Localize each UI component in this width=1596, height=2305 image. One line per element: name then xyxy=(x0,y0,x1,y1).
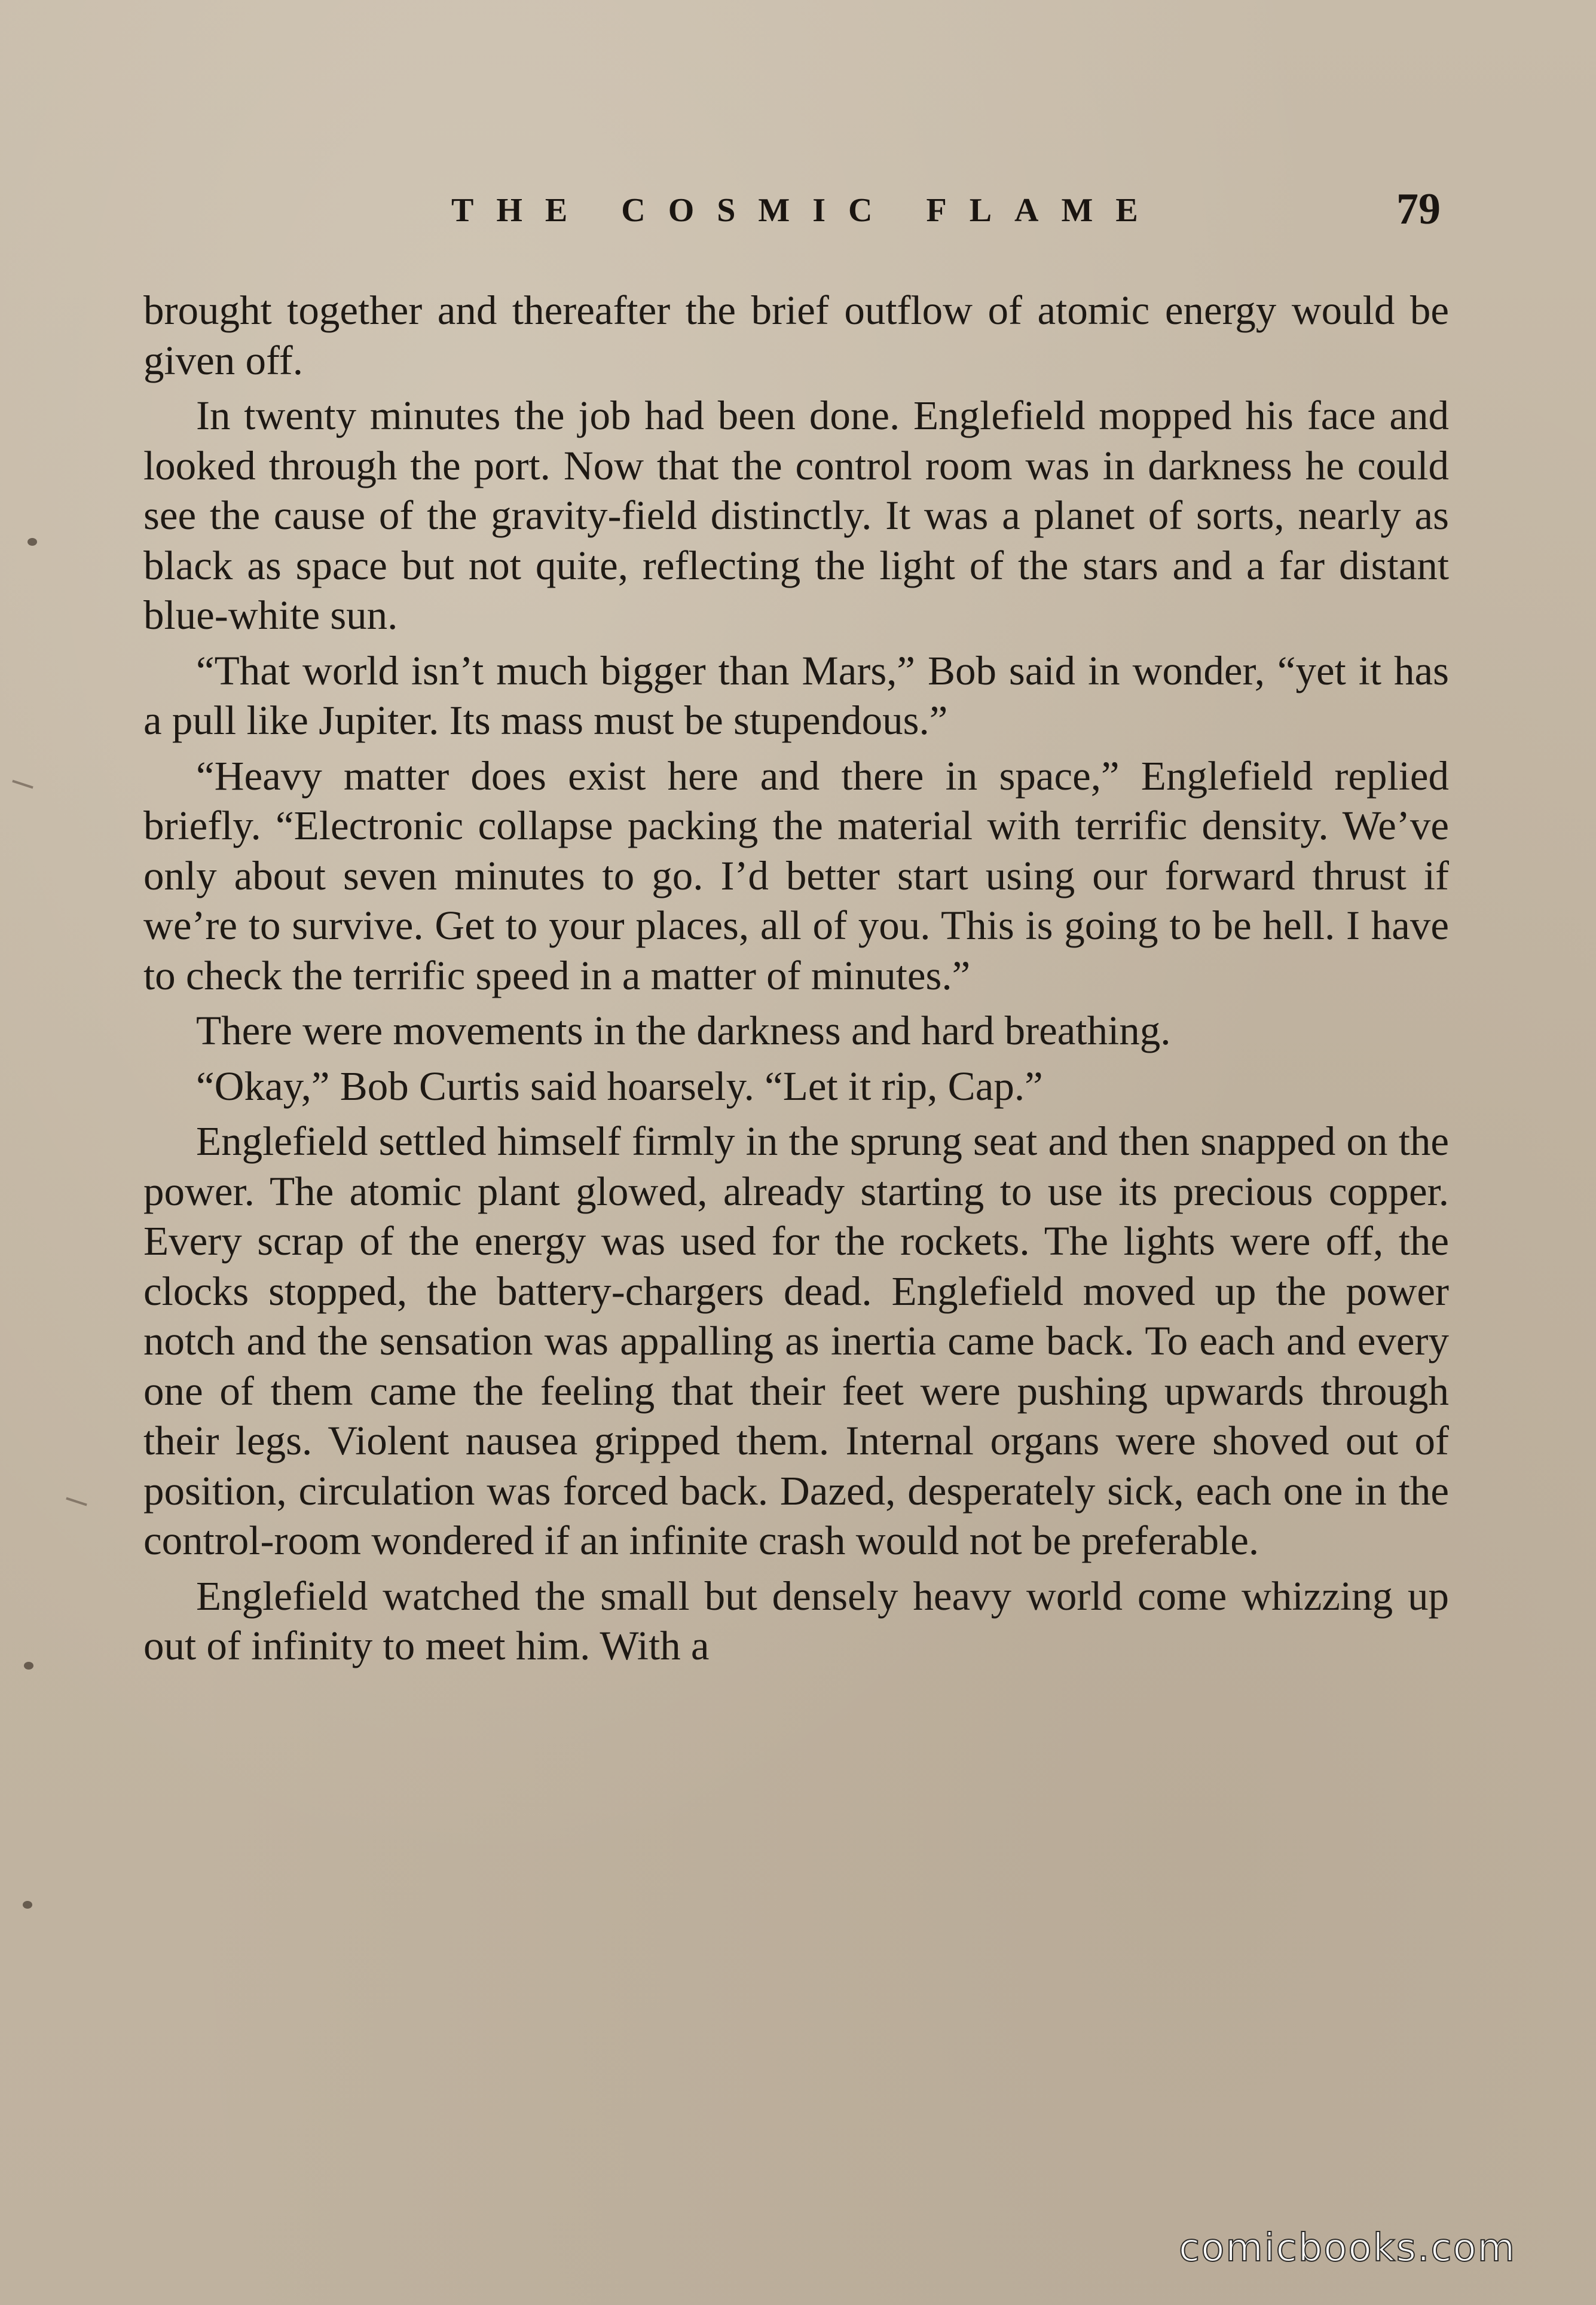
page-number: 79 xyxy=(1396,185,1441,234)
site-watermark: comicbooks.com xyxy=(1179,2226,1516,2270)
paragraph-4: “Heavy matter does exist here and there in space,” Englefield replied briefly. “Electronic collapse packing the material with terrific density. We’ve only about seven minutes to go. I’d better start using our forward thrust if we’re to survive. Get to your places, all of you. This is going to be hell. I have to check the terrific speed in a matter of minutes.” xyxy=(143,753,1449,998)
paragraph-2: In twenty minutes the job had been done. Englefield mopped his face and looked through the port. Now that the control room was in darkness he could see the cause of the gravity-field distinctly. It was a planet of sorts, nearly as black as space but not quite, reflecting the light of the stars and a far distant blue-white sun. xyxy=(143,393,1449,638)
binding-hole-mark xyxy=(23,1901,32,1909)
binding-hole-mark xyxy=(24,1662,33,1670)
margin-tick-mark xyxy=(12,780,33,789)
margin-tick-mark xyxy=(66,1497,87,1506)
paragraph-7: Englefield settled himself firmly in the sprung seat and then snapped on the power. The atomic plant glowed, already starting to use its precious copper. Every scrap of the energy was used for the rockets. The lights were off, the clocks stopped, the battery-chargers dead. Englefield moved up the power notch and the sensation was appalling as inertia came back. To each and every one of them came the feeling that their feet were pushing upwards through their legs. Violent nausea gripped them. Internal organs were shoved out of position, circulation was forced back. Dazed, desperately sick, each one in the control-room wondered if an infinite crash would not be preferable. xyxy=(143,1118,1449,1563)
paragraph-8: Englefield watched the small but densely heavy world come whizzing up out of infinity to meet him. With a xyxy=(143,1573,1449,1668)
paragraph-3: “That world isn’t much bigger than Mars,” Bob said in wonder, “yet it has a pull like Jupiter. Its mass must be stupendous.” xyxy=(143,647,1449,743)
paragraph-5: There were movements in the darkness and hard breathing. xyxy=(196,1008,1171,1053)
binding-hole-mark xyxy=(27,538,37,546)
paragraph-6: “Okay,” Bob Curtis said hoarsely. “Let it rip, Cap.” xyxy=(196,1063,1043,1109)
body-text xyxy=(143,286,1449,1677)
running-head-title: THE COSMIC FLAME xyxy=(451,192,1161,229)
paragraph-1: brought together and thereafter the brief outflow of atomic energy would be given off. xyxy=(143,288,1449,383)
